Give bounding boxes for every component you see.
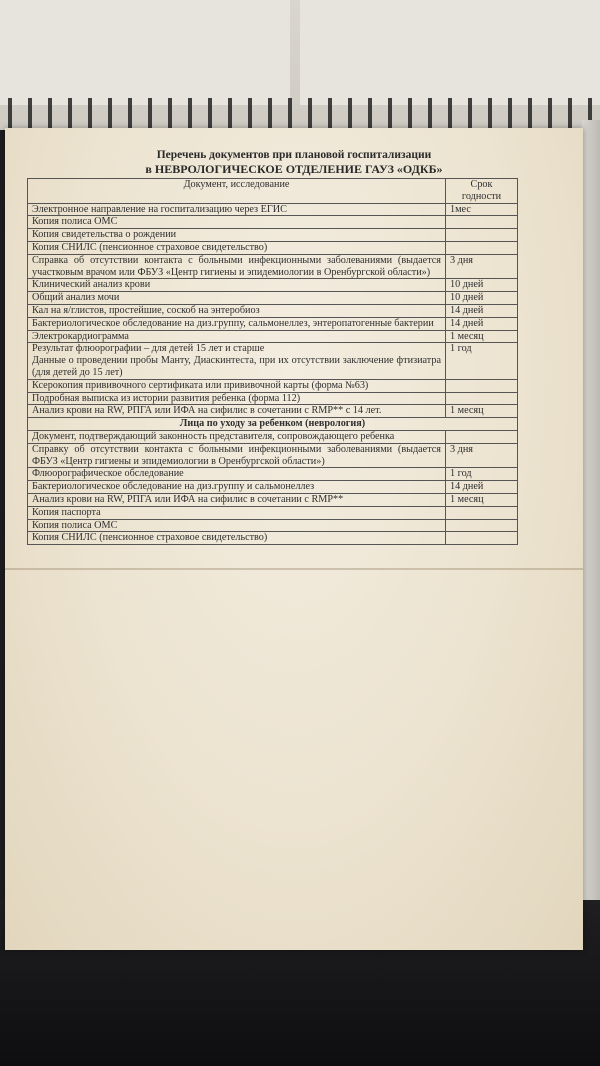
row-document: Флюорографическое обследование <box>28 468 446 481</box>
table-row <box>28 229 518 242</box>
table-row <box>28 519 518 532</box>
row-validity: 14 дней <box>446 317 518 330</box>
row-document: Клинический анализ крови <box>28 279 446 292</box>
caregiver-rows <box>28 430 518 544</box>
row-validity: 10 дней <box>446 292 518 305</box>
row-validity: 14 дней <box>446 481 518 494</box>
row-validity: 14 дней <box>446 304 518 317</box>
table-row <box>28 292 518 305</box>
table-row <box>28 254 518 279</box>
row-document: Электронное направление на госпитализацию через ЕГИС <box>28 203 446 216</box>
row-document: Подробная выписка из истории развития ребенка (форма 112) <box>28 392 446 405</box>
row-document: Электрокардиограмма <box>28 330 446 343</box>
table-header-row <box>28 179 518 204</box>
row-validity <box>446 506 518 519</box>
row-validity: 1мес <box>446 203 518 216</box>
row-document: Справка об отсутствии контакта с больными инфекционными заболеваниями (выдается участковым врачом или ФБУЗ «Центр гигиены и эпидемиологии в Оренбургской области») <box>28 254 446 279</box>
row-document: Копия свидетельства о рождении <box>28 229 446 242</box>
row-validity <box>446 241 518 254</box>
table-row <box>28 430 518 443</box>
row-validity <box>446 532 518 545</box>
row-validity: 1 месяц <box>446 330 518 343</box>
row-validity: 1 год <box>446 343 518 379</box>
row-document: Копия полиса ОМС <box>28 216 446 229</box>
row-validity: 1 месяц <box>446 493 518 506</box>
paper-fold <box>5 568 583 570</box>
table-row <box>28 468 518 481</box>
document-title <box>5 148 583 176</box>
table-row <box>28 241 518 254</box>
section-title: Лица по уходу за ребенком (неврология) <box>28 418 518 431</box>
background-edge <box>582 120 600 900</box>
documents-table <box>27 178 518 545</box>
row-document: Бактериологическое обследование на диз.группу, сальмонеллез, энтеропатогенные бактерии <box>28 317 446 330</box>
table-row <box>28 279 518 292</box>
table-row <box>28 532 518 545</box>
row-validity: 10 дней <box>446 279 518 292</box>
row-document: Справку об отсутствии контакта с больными инфекционными заболеваниями (выдается ФБУЗ «Центр гигиены и эпидемиологии в Оренбургской области») <box>28 443 446 468</box>
row-document: Копия полиса ОМС <box>28 519 446 532</box>
table-row <box>28 330 518 343</box>
row-validity <box>446 216 518 229</box>
row-validity: 3 дня <box>446 443 518 468</box>
notebook-page-left <box>0 0 290 105</box>
table-row <box>28 343 518 379</box>
row-document: Анализ крови на RW, РПГА или ИФА на сифилис в сочетании с RMP** с 14 лет. <box>28 405 446 418</box>
row-validity <box>446 229 518 242</box>
notebook-page-right <box>300 0 600 105</box>
row-document: Результат флюорографии – для детей 15 лет и старше Данные о проведении пробы Манту, Диаскинтеста, при их отсутствии заключение фтизиатра (для детей до 15 лет) <box>28 343 446 379</box>
table-row <box>28 493 518 506</box>
row-document: Ксерокопия прививочного сертификата или прививочной карты (форма №63) <box>28 379 446 392</box>
patient-rows <box>28 203 518 418</box>
header-document: Документ, исследование <box>28 179 446 204</box>
row-validity <box>446 430 518 443</box>
row-document: Копия СНИЛС (пенсионное страховое свидетельство) <box>28 241 446 254</box>
row-document: Бактериологическое обследование на диз.группу и сальмонеллез <box>28 481 446 494</box>
table-row <box>28 203 518 216</box>
table-row <box>28 481 518 494</box>
row-document: Копия СНИЛС (пенсионное страховое свидетельство) <box>28 532 446 545</box>
row-document: Кал на я/глистов, простейшие, соскоб на энтеробиоз <box>28 304 446 317</box>
row-validity: 1 месяц <box>446 405 518 418</box>
title-line-2: в НЕВРОЛОГИЧЕСКОЕ ОТДЕЛЕНИЕ ГАУЗ «ОДКБ» <box>145 162 443 176</box>
notebook-background <box>0 0 600 130</box>
table-row <box>28 304 518 317</box>
row-validity: 3 дня <box>446 254 518 279</box>
table-row <box>28 379 518 392</box>
table-row <box>28 443 518 468</box>
row-validity: 1 год <box>446 468 518 481</box>
document-sheet <box>5 128 583 950</box>
row-validity <box>446 519 518 532</box>
notebook-spiral <box>0 98 600 128</box>
row-validity <box>446 379 518 392</box>
section-row <box>28 418 518 431</box>
title-line-1: Перечень документов при плановой госпитализации <box>156 149 432 161</box>
table-row <box>28 405 518 418</box>
row-document: Документ, подтверждающий законность представителя, сопровождающего ребенка <box>28 430 446 443</box>
table-row <box>28 216 518 229</box>
table-row <box>28 317 518 330</box>
row-document: Анализ крови на RW, РПГА или ИФА на сифилис в сочетании с RMP** <box>28 493 446 506</box>
table-row <box>28 506 518 519</box>
header-validity: Срок годности <box>446 179 518 204</box>
row-document: Общий анализ мочи <box>28 292 446 305</box>
row-document: Копия паспорта <box>28 506 446 519</box>
row-validity <box>446 392 518 405</box>
table-row <box>28 392 518 405</box>
